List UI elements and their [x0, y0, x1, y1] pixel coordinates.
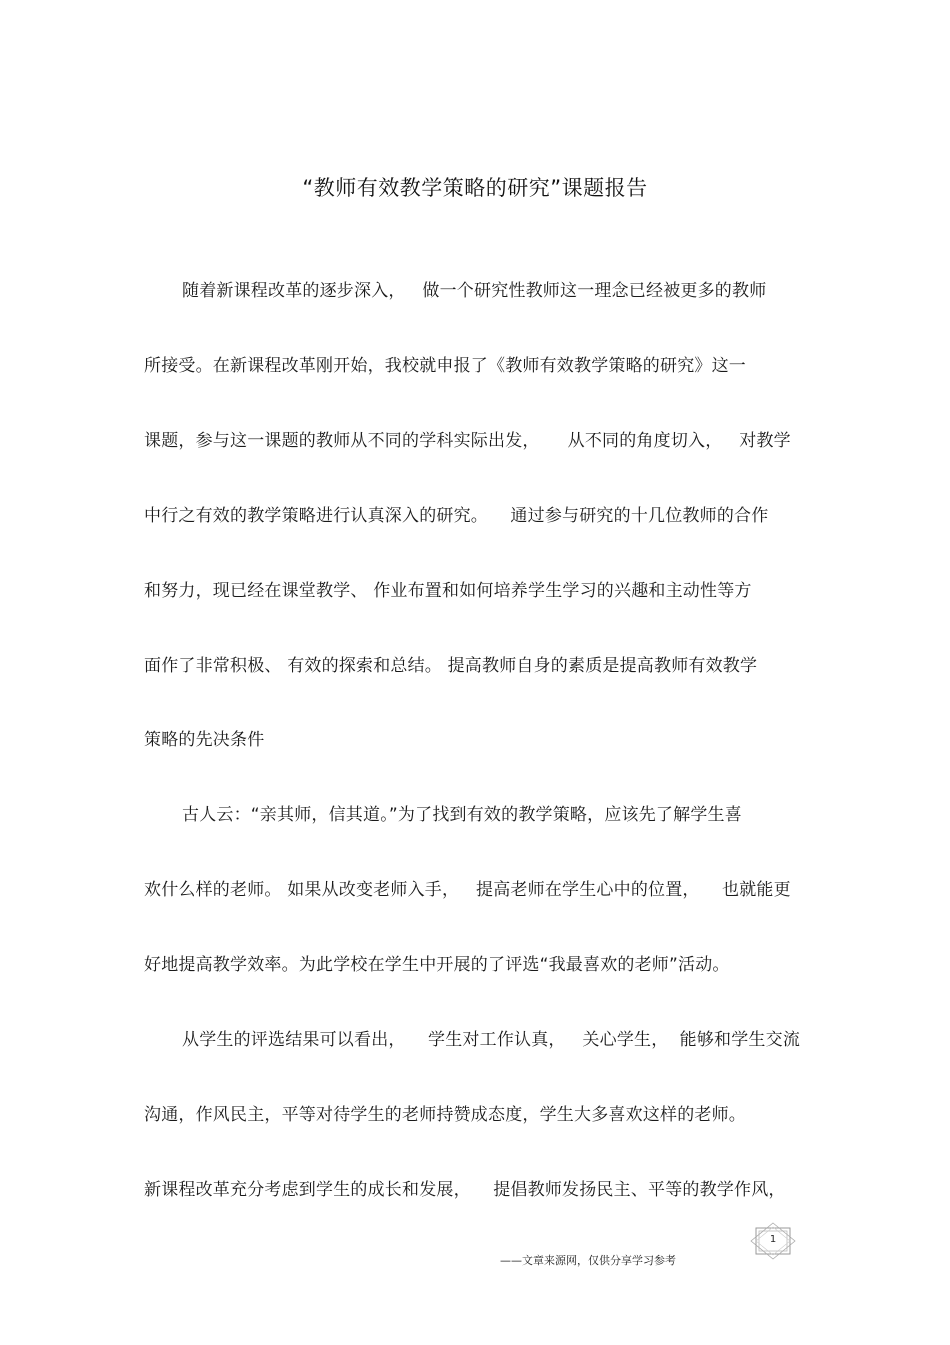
paragraph-line: 和努力，现已经在课堂教学、 作业布置和如何培养学生学习的兴趣和主动性等方	[144, 581, 752, 601]
paragraph-line: 中行之有效的教学策略进行认真深入的研究。 通过参与研究的十几位教师的合作	[144, 506, 769, 526]
paragraph-line: 欢什么样的老师。 如果从改变老师入手， 提高老师在学生心中的位置， 也就能更	[144, 880, 791, 900]
source-note: ——文章来源网，仅供分享学习参考	[500, 1254, 676, 1267]
paragraph-line: 沟通，作风民主，平等对待学生的老师持赞成态度，学生大多喜欢这样的老师。	[144, 1105, 746, 1125]
paragraph-line: 好地提高教学效率。为此学校在学生中开展的了评选“我最喜欢的老师”活动。	[144, 955, 730, 975]
paragraph-line: 课题，参与这一课题的教师从不同的学科实际出发， 从不同的角度切入， 对教学	[144, 431, 791, 451]
paragraph-line: 新课程改革充分考虑到学生的成长和发展， 提倡教师发扬民主、平等的教学作风，	[144, 1180, 786, 1200]
paragraph-line: 随着新课程改革的逐步深入， 做一个研究性教师这一理念已经被更多的教师	[182, 281, 767, 301]
paragraph-line: 所接受。在新课程改革刚开始，我校就申报了《教师有效教学策略的研究》这一	[144, 356, 746, 376]
page-number: 1	[769, 1234, 777, 1245]
paragraph-line: 古人云：“亲其师，信其道。”为了找到有效的教学策略，应该先了解学生喜	[182, 805, 742, 825]
paragraph-line: 策略的先决条件	[144, 730, 265, 750]
document-title: “教师有效教学策略的研究”课题报告	[302, 176, 648, 200]
paragraph-line: 从学生的评选结果可以看出， 学生对工作认真， 关心学生， 能够和学生交流	[182, 1030, 801, 1050]
paragraph-line: 面作了非常积极、 有效的探索和总结。 提高教师自身的素质是提高教师有效教学	[144, 656, 758, 676]
